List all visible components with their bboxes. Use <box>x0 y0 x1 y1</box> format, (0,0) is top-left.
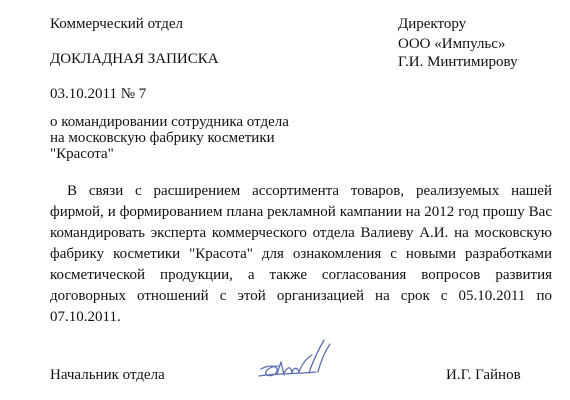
addressee-name: Г.И. Минтимирову <box>398 54 518 70</box>
subject-line-3: "Красота" <box>50 146 114 162</box>
subject-line-1: о командировании сотрудника отдела <box>50 114 289 130</box>
subject-line-2: на московскую фабрику косметики <box>50 130 275 146</box>
signature-image <box>258 336 336 386</box>
body-paragraph: В связи с расширением ассортимента товаров, реализуемых нашей фирмой, и формированием плана рекламной кампании на 2012 год прошу Вас командировать эксперта коммерческого отдела Валиеву А.И. на московскую фабрику косметики "Красота" для ознакомления с новыми разработками косметической продукции, а также согласования вопросов развития договорных отношений с этой организацией на срок с 05.10.2011 по 07.10.2011. <box>50 183 552 325</box>
addressee-position: Директору <box>398 16 467 32</box>
addressee-organization: ООО «Импульс» <box>398 36 506 52</box>
document-date-number: 03.10.2011 № 7 <box>50 86 147 102</box>
department-name: Коммерческий отдел <box>50 16 184 32</box>
signer-name: И.Г. Гайнов <box>446 367 521 383</box>
document-type: ДОКЛАДНАЯ ЗАПИСКА <box>50 51 219 67</box>
signer-position: Начальник отдела <box>50 367 165 383</box>
